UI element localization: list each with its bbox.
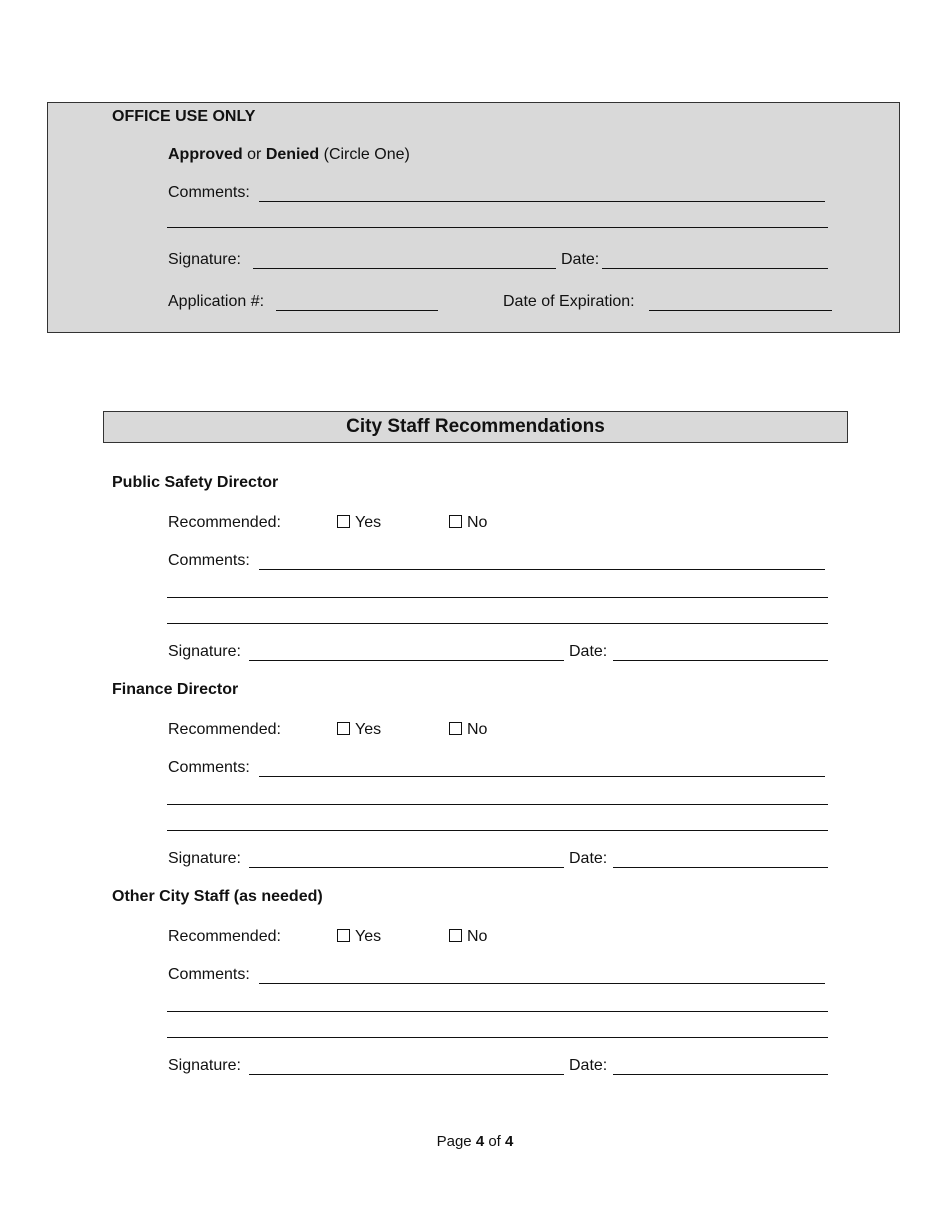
office-comments-line-1[interactable] [259,201,825,202]
signature-line[interactable] [249,1074,564,1075]
yes-checkbox[interactable] [337,514,381,532]
checkbox-icon[interactable] [449,929,462,942]
comments-line[interactable] [167,1037,828,1038]
office-comments-label: Comments: [168,184,250,201]
date-label: Date: [569,1057,608,1074]
denied-option[interactable]: Denied [265,146,320,163]
expiration-label: Date of Expiration: [503,293,635,310]
of-word: of [488,1133,501,1150]
page-word: Page [436,1133,472,1150]
section-title-public-safety: Public Safety Director [112,474,279,491]
date-label: Date: [569,643,608,660]
signature-label: Signature: [168,850,241,867]
office-date-line[interactable] [602,268,828,269]
staff-recommendations-header: City Staff Recommendations [103,411,848,443]
no-checkbox[interactable] [449,514,487,532]
office-signature-label: Signature: [168,251,241,268]
yes-checkbox[interactable] [337,928,381,946]
office-comments-line-2[interactable] [167,227,828,228]
comments-line[interactable] [167,830,828,831]
recommended-label: Recommended: [168,721,281,738]
yes-label: Yes [355,928,382,945]
recommended-label: Recommended: [168,928,281,945]
recommended-label: Recommended: [168,514,281,531]
no-checkbox[interactable] [449,721,487,739]
signature-line[interactable] [249,660,564,661]
signature-line[interactable] [249,867,564,868]
comments-label: Comments: [168,759,250,776]
no-label: No [467,928,488,945]
application-number-label: Application #: [168,293,265,310]
comments-line[interactable] [259,983,825,984]
comments-line[interactable] [259,569,825,570]
approved-option[interactable]: Approved [168,146,243,163]
checkbox-icon[interactable] [337,929,350,942]
or-text: or [247,146,262,163]
checkbox-icon[interactable] [337,515,350,528]
checkbox-icon[interactable] [337,722,350,735]
comments-line[interactable] [259,776,825,777]
circle-one-note: (Circle One) [323,146,410,163]
date-line[interactable] [613,867,828,868]
date-line[interactable] [613,660,828,661]
yes-label: Yes [355,514,382,531]
total-pages: 4 [505,1133,514,1150]
section-title-finance: Finance Director [112,681,239,698]
comments-line[interactable] [167,1011,828,1012]
current-page: 4 [475,1133,485,1150]
comments-line[interactable] [167,623,828,624]
approval-line [168,146,410,164]
date-label: Date: [569,850,608,867]
no-label: No [467,514,488,531]
office-use-title: OFFICE USE ONLY [112,108,256,125]
section-title-other-staff: Other City Staff (as needed) [112,888,323,905]
page-footer [0,1133,950,1150]
application-number-line[interactable] [276,310,438,311]
checkbox-icon[interactable] [449,722,462,735]
comments-label: Comments: [168,552,250,569]
yes-label: Yes [355,721,382,738]
expiration-line[interactable] [649,310,832,311]
yes-checkbox[interactable] [337,721,381,739]
no-checkbox[interactable] [449,928,487,946]
no-label: No [467,721,488,738]
checkbox-icon[interactable] [449,515,462,528]
comments-label: Comments: [168,966,250,983]
signature-label: Signature: [168,1057,241,1074]
date-line[interactable] [613,1074,828,1075]
comments-line[interactable] [167,597,828,598]
office-signature-line[interactable] [253,268,556,269]
office-date-label: Date: [561,251,600,268]
signature-label: Signature: [168,643,241,660]
comments-line[interactable] [167,804,828,805]
